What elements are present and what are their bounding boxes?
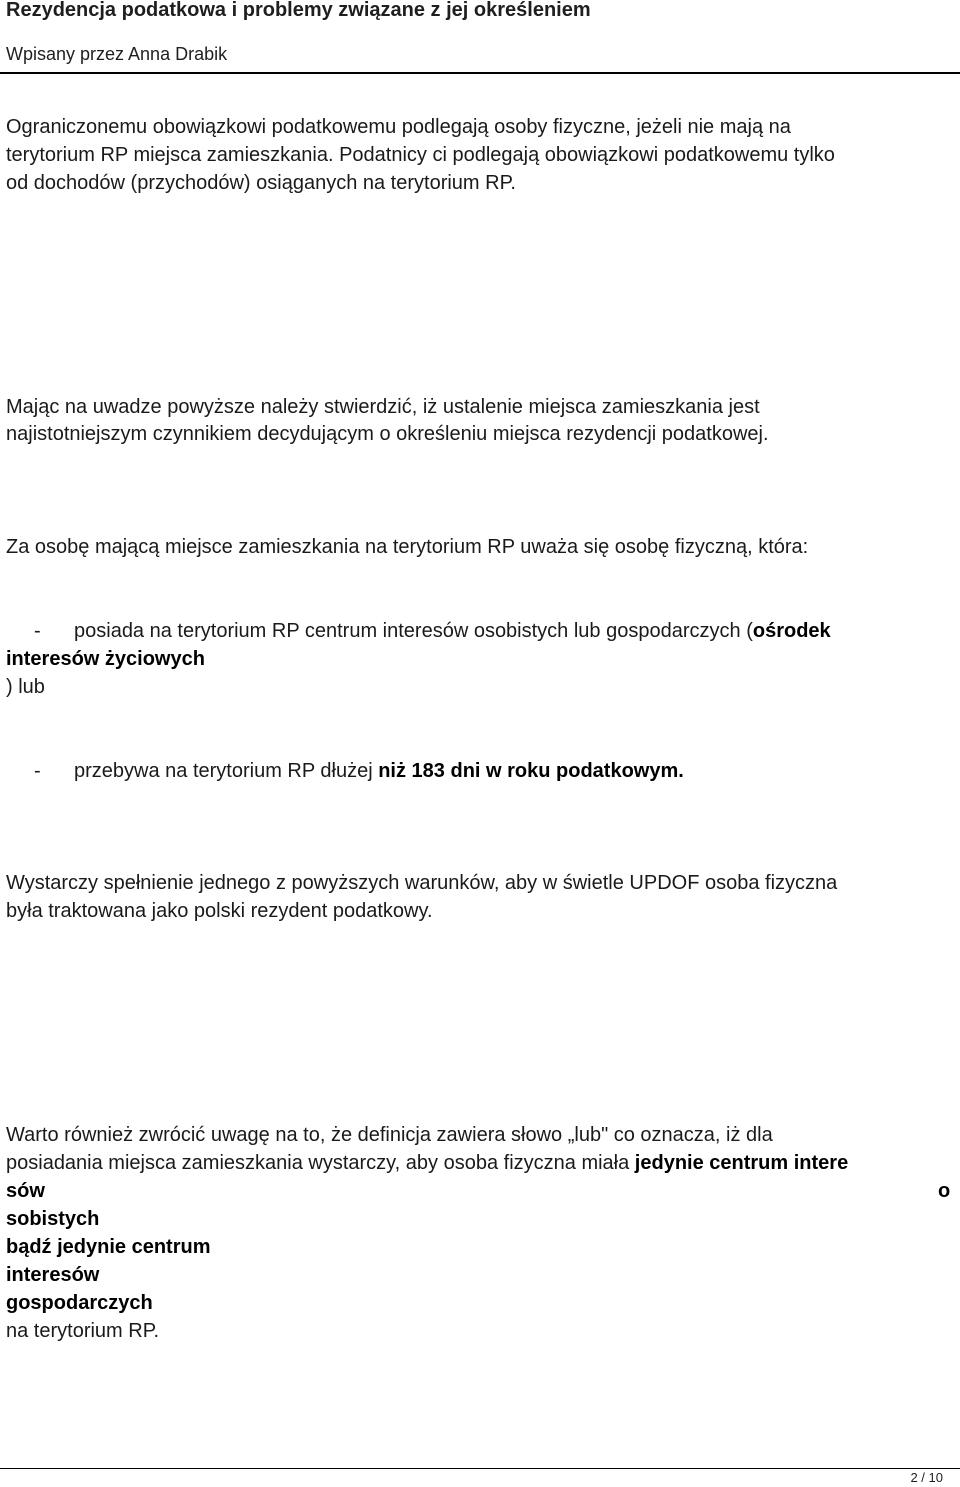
footer-divider bbox=[0, 1468, 960, 1469]
paragraph-1-line-2: terytorium RP miejsca zamieszkania. Podatnicy ci podlegają obowiązkowi podatkowemu tylko bbox=[6, 144, 835, 166]
list-dash: - bbox=[34, 760, 41, 782]
header-divider bbox=[0, 72, 960, 74]
list-item-1-tail: ) lub bbox=[6, 676, 45, 698]
paragraph-5-text: posiadania miejsca zamieszkania wystarczy, aby osoba fizyczna miała bbox=[6, 1152, 635, 1174]
paragraph-5-line-6 bbox=[6, 1264, 99, 1287]
bold-fragment: o bbox=[938, 1180, 951, 1202]
list-item-2-bold: niż 183 dni w roku podatkowym bbox=[378, 760, 679, 782]
list-item-1-bold-2: interesów życiowych bbox=[6, 648, 205, 670]
paragraph-5-line-3-left bbox=[6, 1180, 45, 1203]
paragraph-5-line-2 bbox=[6, 1152, 848, 1175]
document-title: Rezydencja podatkowa i problemy związane z jej określeniem bbox=[6, 0, 591, 21]
paragraph-4-line-2: była traktowana jako polski rezydent podatkowy. bbox=[6, 900, 433, 922]
list-item-1-bold: ośrodek bbox=[752, 620, 831, 642]
bold-fragment: gospodarczych bbox=[6, 1292, 153, 1314]
bold-fragment: bądź jedynie centrum bbox=[6, 1236, 211, 1258]
bold-fragment: sów bbox=[6, 1180, 45, 1202]
paragraph-5-bold: jedynie centrum intere bbox=[634, 1152, 849, 1174]
page-number: 2 / 10 bbox=[910, 1470, 943, 1485]
list-dash: - bbox=[34, 620, 41, 642]
list-item-1-text: posiada na terytorium RP centrum interesów osobistych lub gospodarczych ( bbox=[74, 620, 753, 642]
paragraph-2-line-2: najistotniejszym czynnikiem decydującym o określeniu miejsca rezydencji podatkowej. bbox=[6, 423, 769, 445]
paragraph-5-line-4 bbox=[6, 1208, 99, 1231]
paragraph-1-line-3: od dochodów (przychodów) osiąganych na terytorium RP. bbox=[6, 172, 516, 194]
list-item-1-line-2 bbox=[6, 648, 205, 671]
bold-fragment: sobistych bbox=[6, 1208, 100, 1230]
paragraph-5-line-1: Warto również zwrócić uwagę na to, że definicja zawiera słowo „lub" co oznacza, iż dla bbox=[6, 1124, 773, 1146]
paragraph-4-line-1: Wystarczy spełnienie jednego z powyższych warunków, aby w świetle UPDOF osoba fizyczna bbox=[6, 872, 838, 894]
paragraph-5-line-3-right bbox=[938, 1180, 950, 1203]
paragraph-5-line-8: na terytorium RP. bbox=[6, 1320, 160, 1342]
paragraph-2-line-1: Mając na uwadze powyższe należy stwierdzić, iż ustalenie miejsca zamieszkania jest bbox=[6, 396, 760, 418]
paragraph-5-line-5 bbox=[6, 1236, 211, 1259]
list-item-2 bbox=[74, 760, 684, 783]
list-item-1-line-1 bbox=[74, 620, 831, 643]
bold-fragment: interesów bbox=[6, 1264, 100, 1286]
paragraph-5-line-7 bbox=[6, 1292, 153, 1315]
author-line: Wpisany przez Anna Drabik bbox=[6, 44, 228, 64]
list-item-2-tail: . bbox=[678, 760, 684, 782]
paragraph-1-line-1: Ograniczonemu obowiązkowi podatkowemu podlegają osoby fizyczne, jeżeli nie mają na bbox=[6, 116, 791, 138]
list-item-2-text: przebywa na terytorium RP dłużej bbox=[74, 760, 379, 782]
paragraph-3: Za osobę mającą miejsce zamieszkania na terytorium RP uważa się osobę fizyczną, która: bbox=[6, 536, 809, 558]
